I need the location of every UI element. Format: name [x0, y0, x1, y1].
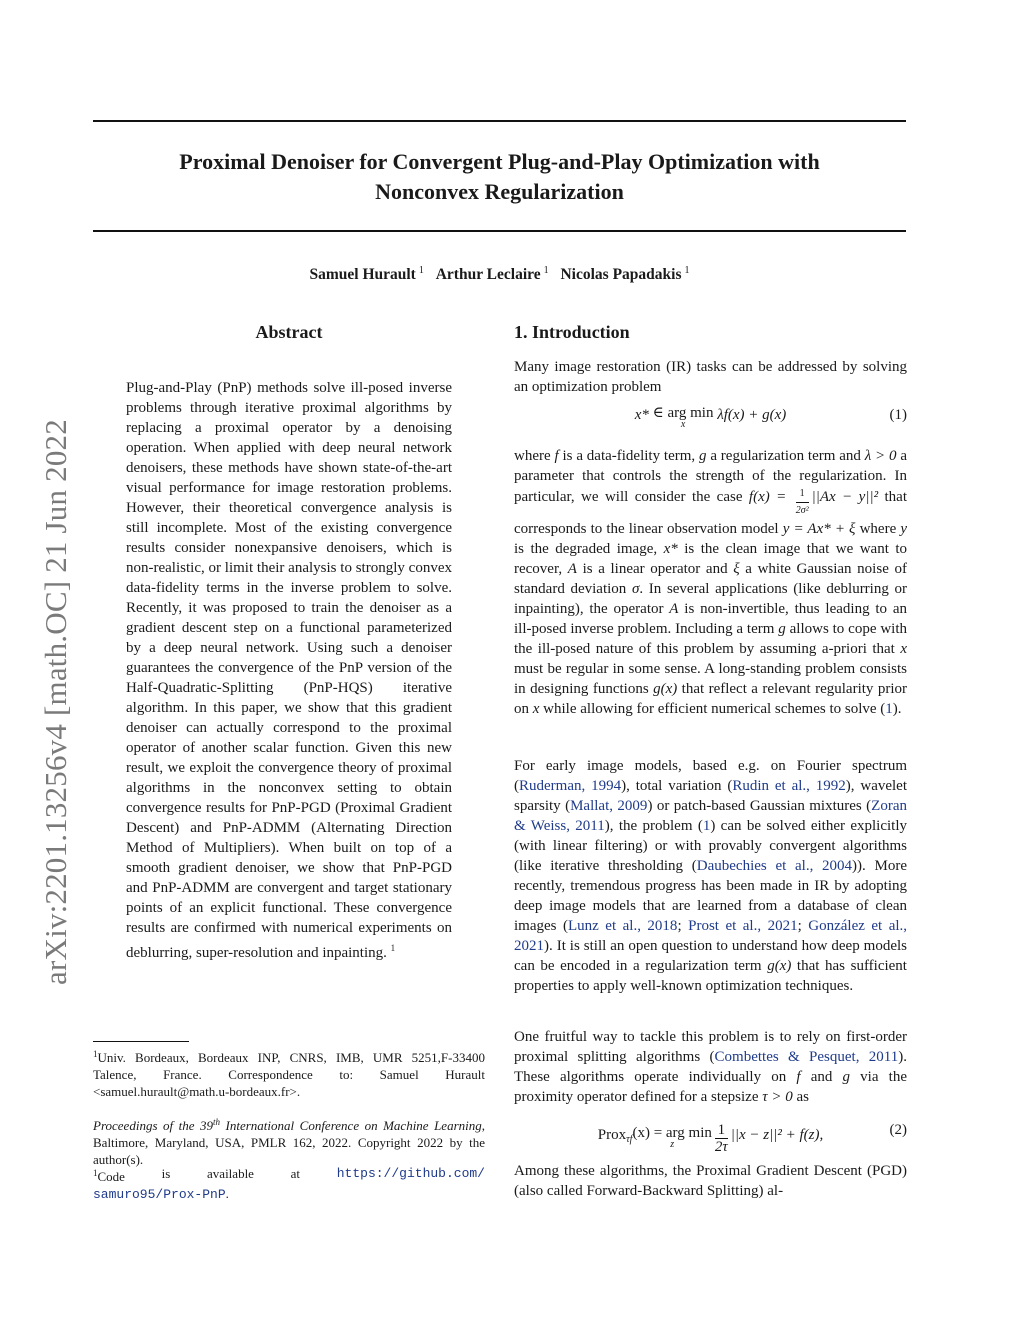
abstract-footnote-mark: 1	[390, 943, 396, 953]
abstract-body: Plug-and-Play (PnP) methods solve ill-posed inverse problems through iterative proximal algorithms by replacing a proximal operator by a denoising operation. When applied with deep neural network denoisers, these methods have shown state-of-the-art visual performance for image restoration problems. However, their theoretical convergence analysis is still incomplete. Most of the existing convergence results consider nonexpansive denoisers, which is non-realistic, or limit their analysis to strongly convex data-fidelity terms in the inverse problem to solve. Recently, it was proposed to train the denoiser as a gradient descent step on a functional parameterized by a deep neural network. Using such a denoiser guarantees the convergence of the PnP version of the Half-Quadratic-Splitting (PnP-HQS) iterative algorithm. In this paper, we show that this gradient denoiser can actually correspond to the proximal operator of another scalar function. Given this new result, we exploit the convergence theory of proximal algorithms in the nonconvex setting to obtain convergence results for PnP-PGD (Proximal Gradient Descent) and PnP-ADMM (Alternating Direction Method of Multipliers). When built on top of a smooth gradient denoiser, we show that PnP-PGD and PnP-ADMM are convergent and target stationary points of an explicit functional. These convergence results are confirmed with numerical experiments on deblurring, super-resolution and inpainting. $^1$	[126, 380, 452, 961]
intro-paragraph-5: Among these algorithms, the Proximal Gradient Descent (PGD) (also called Forward-Backward Splitting) al-	[514, 1163, 907, 1199]
footnote-affiliation: $^1$Univ. Bordeaux, Bordeaux INP, CNRS, IMB, UMR 5251,F-33400 Talence, France. Correspondence to: Samuel Hurault <samuel.hurault@math.u-bordeaux.fr>.	[93, 1049, 485, 1099]
footnote-code: $^1$Code is available at https://github.com/ samuro95/Prox-PnP.	[93, 1166, 485, 1202]
citation-link[interactable]: Ruderman, 1994	[519, 778, 622, 794]
citation-link[interactable]: Combettes & Pesquet, 2011	[714, 1049, 899, 1065]
author-list	[93, 265, 906, 284]
code-link[interactable]: samuro95/Prox-PnP	[93, 1187, 226, 1202]
footnote-proceedings: Proceedings of the 39th International Conference on Machine Learning, Baltimore, Maryland, USA, PMLR 162, 2022. Copyright 2022 by the author(s).	[93, 1117, 485, 1167]
citation-link[interactable]: Mallat, 2009	[570, 798, 648, 814]
paper-title	[93, 147, 906, 207]
title-rule-bottom	[93, 230, 906, 232]
equation-reference[interactable]: 1	[702, 818, 711, 834]
title-line-1: Proximal Denoiser for Convergent Plug-and-Play Optimization with	[179, 149, 820, 174]
code-link[interactable]: https://github.com/	[336, 1166, 485, 1181]
equation-reference[interactable]: 1	[885, 701, 893, 717]
citation-link[interactable]: González et al., 2021	[514, 918, 908, 954]
arxiv-stamp: arXiv:2201.13256v4 [math.OC] 21 Jun 2022	[38, 419, 73, 985]
citation-link[interactable]: Daubechies et al., 2004	[696, 858, 853, 874]
intro-paragraph-2: where f is a data-fidelity term, g a regularization term and λ > 0 a parameter that controls the strength of the regularization. In particular, we will consider the case f(x) = $\frac{1}{\text{2σ²}}$ ||Ax − y||² that corresponds to the linear observation model y = Ax* + ξ where y is the degraded image, x* is the clean image that we want to recover, A is a linear operator and ξ a white Gaussian noise of standard deviation σ. In several applications (like deblurring or inpainting), the operator A is non-invertible, thus leading to an ill-posed inverse problem. Including a term g allows to cope with the ill-posed nature of this problem by assuming a-priori that x must be regular in some sense. A long-standing problem consists in designing functions g(x) that reflect a relevant regularity prior on x while allowing for efficient numerical schemes to solve (1).	[514, 448, 908, 717]
equation-number: (1)	[889, 407, 907, 423]
citation-link[interactable]: Zoran & Weiss, 2011	[514, 798, 907, 834]
abstract-heading: Abstract	[255, 322, 323, 342]
citation-link[interactable]: Prost et al., 2021	[688, 918, 798, 934]
title-line-2: Nonconvex Regularization	[375, 179, 624, 204]
author: Nicolas Papadakis $^1$	[560, 265, 690, 283]
intro-paragraph-1: Many image restoration (IR) tasks can be addressed by solving an optimization problem	[514, 359, 907, 395]
equation-number: (2)	[889, 1122, 907, 1138]
title-rule-top	[93, 120, 906, 122]
intro-paragraph-3: For early image models, based e.g. on Fourier spectrum (Ruderman, 1994), total variation (Rudin et al., 1992), wavelet sparsity (Mallat, 2009) or patch-based Gaussian mixtures (Zoran & Weiss, 2011), the problem (1) can be solved either explicitly (with linear filtering) or with provably convergent algorithms (like iterative thresholding (Daubechies et al., 2004)). More recently, tremendous progress has been made in IR by adopting deep image models that are learned from a database of clean images (Lunz et al., 2018; Prost et al., 2021; González et al., 2021). It is still an open question to understand how deep models can be encoded in a regularization term g(x) that has sufficient properties to apply well-known optimization techniques.	[514, 758, 908, 994]
equation-1: x* ∈ arg min x λf(x) + g(x) (1)	[634, 405, 907, 430]
author: Arthur Leclaire $^1$	[435, 265, 549, 283]
intro-paragraph-4: One fruitful way to tackle this problem is to rely on first-order proximal splitting algorithms (Combettes & Pesquet, 2011). These algorithms operate individually on f and g via the proximity operator defined for a stepsize τ > 0 as	[514, 1029, 907, 1105]
citation-link[interactable]: Lunz et al., 2018	[567, 918, 678, 934]
equation-2: Prox$_{\tau f}$(x) = arg min z $\frac{1}{2\tau}$ ||x − z||² + f(z), (2)	[597, 1122, 907, 1155]
footnote-rule	[93, 1041, 189, 1042]
citation-link[interactable]: Rudin et al., 1992	[732, 778, 846, 794]
author: Samuel Hurault $^1$	[309, 265, 424, 283]
section-heading-introduction: 1. Introduction	[514, 322, 630, 342]
